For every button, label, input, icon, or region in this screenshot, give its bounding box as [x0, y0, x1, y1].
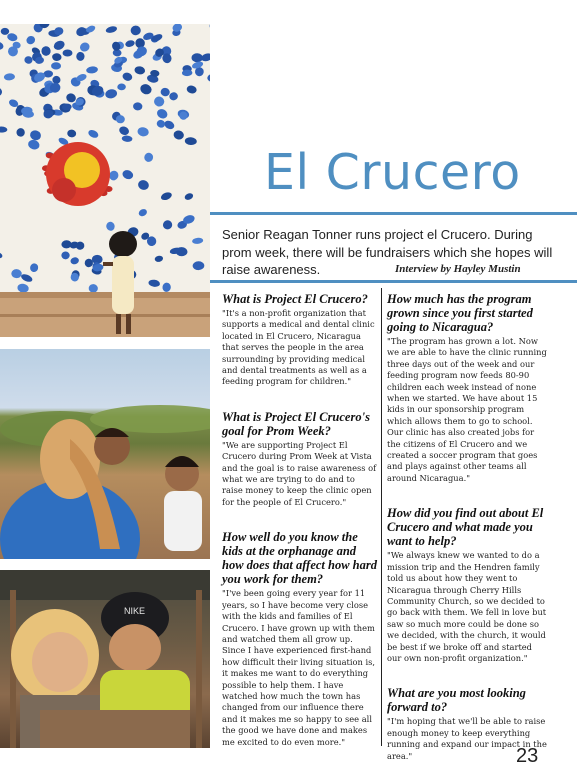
answer: "We are supporting Project El Crucero during Prom Week at Vista and the goal is to raise awareness of what we are trying to do and to raise money to keep the clinic open for the people of El Crucero.": [222, 439, 377, 507]
hat-logo: NIKE: [124, 606, 146, 616]
byline: Interview by Hayley Mustin: [395, 263, 521, 275]
qa-item: [387, 292, 547, 484]
question: How did you find out about El Crucero and what made you want to help?: [387, 506, 544, 549]
intro-text: Senior Reagan Tonner runs project el Crucero. During prom week, there will be fundraisers which she hopes will raise awareness.: [222, 227, 553, 277]
page-title: El Crucero: [264, 144, 521, 201]
qa-item: [222, 410, 377, 508]
handprint: [63, 49, 73, 56]
answer: "The program has grown a lot. Now we are able to have the clinic running three days out of the week and our feeding program now feeds 80-90 children each week instead of none when we started. We have about 15 kids in our sponsorship program which allows them to go to school. Our clinic has also created jobs for the citizens of El Crucero and we created a soccer program that goes and plays against other teams all around Nicaragua.": [387, 336, 547, 483]
title-rule-bottom: [210, 280, 577, 283]
question: What is Project El Crucero's goal for Prom Week?: [222, 409, 370, 438]
question: How much has the program grown since you first started going to Nicaragua?: [387, 292, 533, 334]
children-group-photo: [0, 349, 210, 559]
qa-item: [222, 530, 377, 748]
qa-item: [387, 506, 547, 664]
question: What are you most looking forward to?: [387, 686, 526, 715]
handprint: [1, 28, 9, 35]
qa-item: [222, 292, 377, 388]
page-number: 23: [516, 745, 539, 767]
question: How well do you know the kids at the orphanage and how does that affect how hard you work for them?: [222, 530, 377, 587]
right-column: [387, 292, 547, 776]
question: What is Project El Crucero?: [222, 292, 368, 306]
column-divider: [381, 288, 382, 746]
answer: "It's a non-profit organization that supports a medical and dental clinic located in El Crucero, Nicaragua that serves the people in the area surrounding by providing medical and dental treatments as well as a feeding program for children.": [222, 308, 375, 387]
left-column: [222, 292, 377, 762]
answer: "We always knew we wanted to do a mission trip and the Hendren family told us about how they went to Nicaragua through Cherry Hills Community Church, so we decided to go back with them. We fell in love but saw so much more could be done so we decided, with the church, it would be best if we broke off and started our own non-profit organization.": [387, 550, 547, 663]
handprint-wall-photo: [0, 24, 210, 337]
answer: "I've been going every year for 11 years, so I have become very close with the kids and families of El Crucero. I have grown up with them and watched them all grow up. Since I have experienced first-hand how difficult their living situation is, it makes me want to do everything possible to help them. I have watched how much the town has changed from our influence there and it makes me so happy to see all the good we have done and makes me excited to do even more.": [222, 588, 376, 747]
title-rule-top: [210, 212, 577, 215]
two-boys-photo: [0, 570, 210, 748]
answer: "I'm hoping that we'll be able to raise enough money to keep everything running and expand our impact in the area.": [387, 716, 547, 761]
